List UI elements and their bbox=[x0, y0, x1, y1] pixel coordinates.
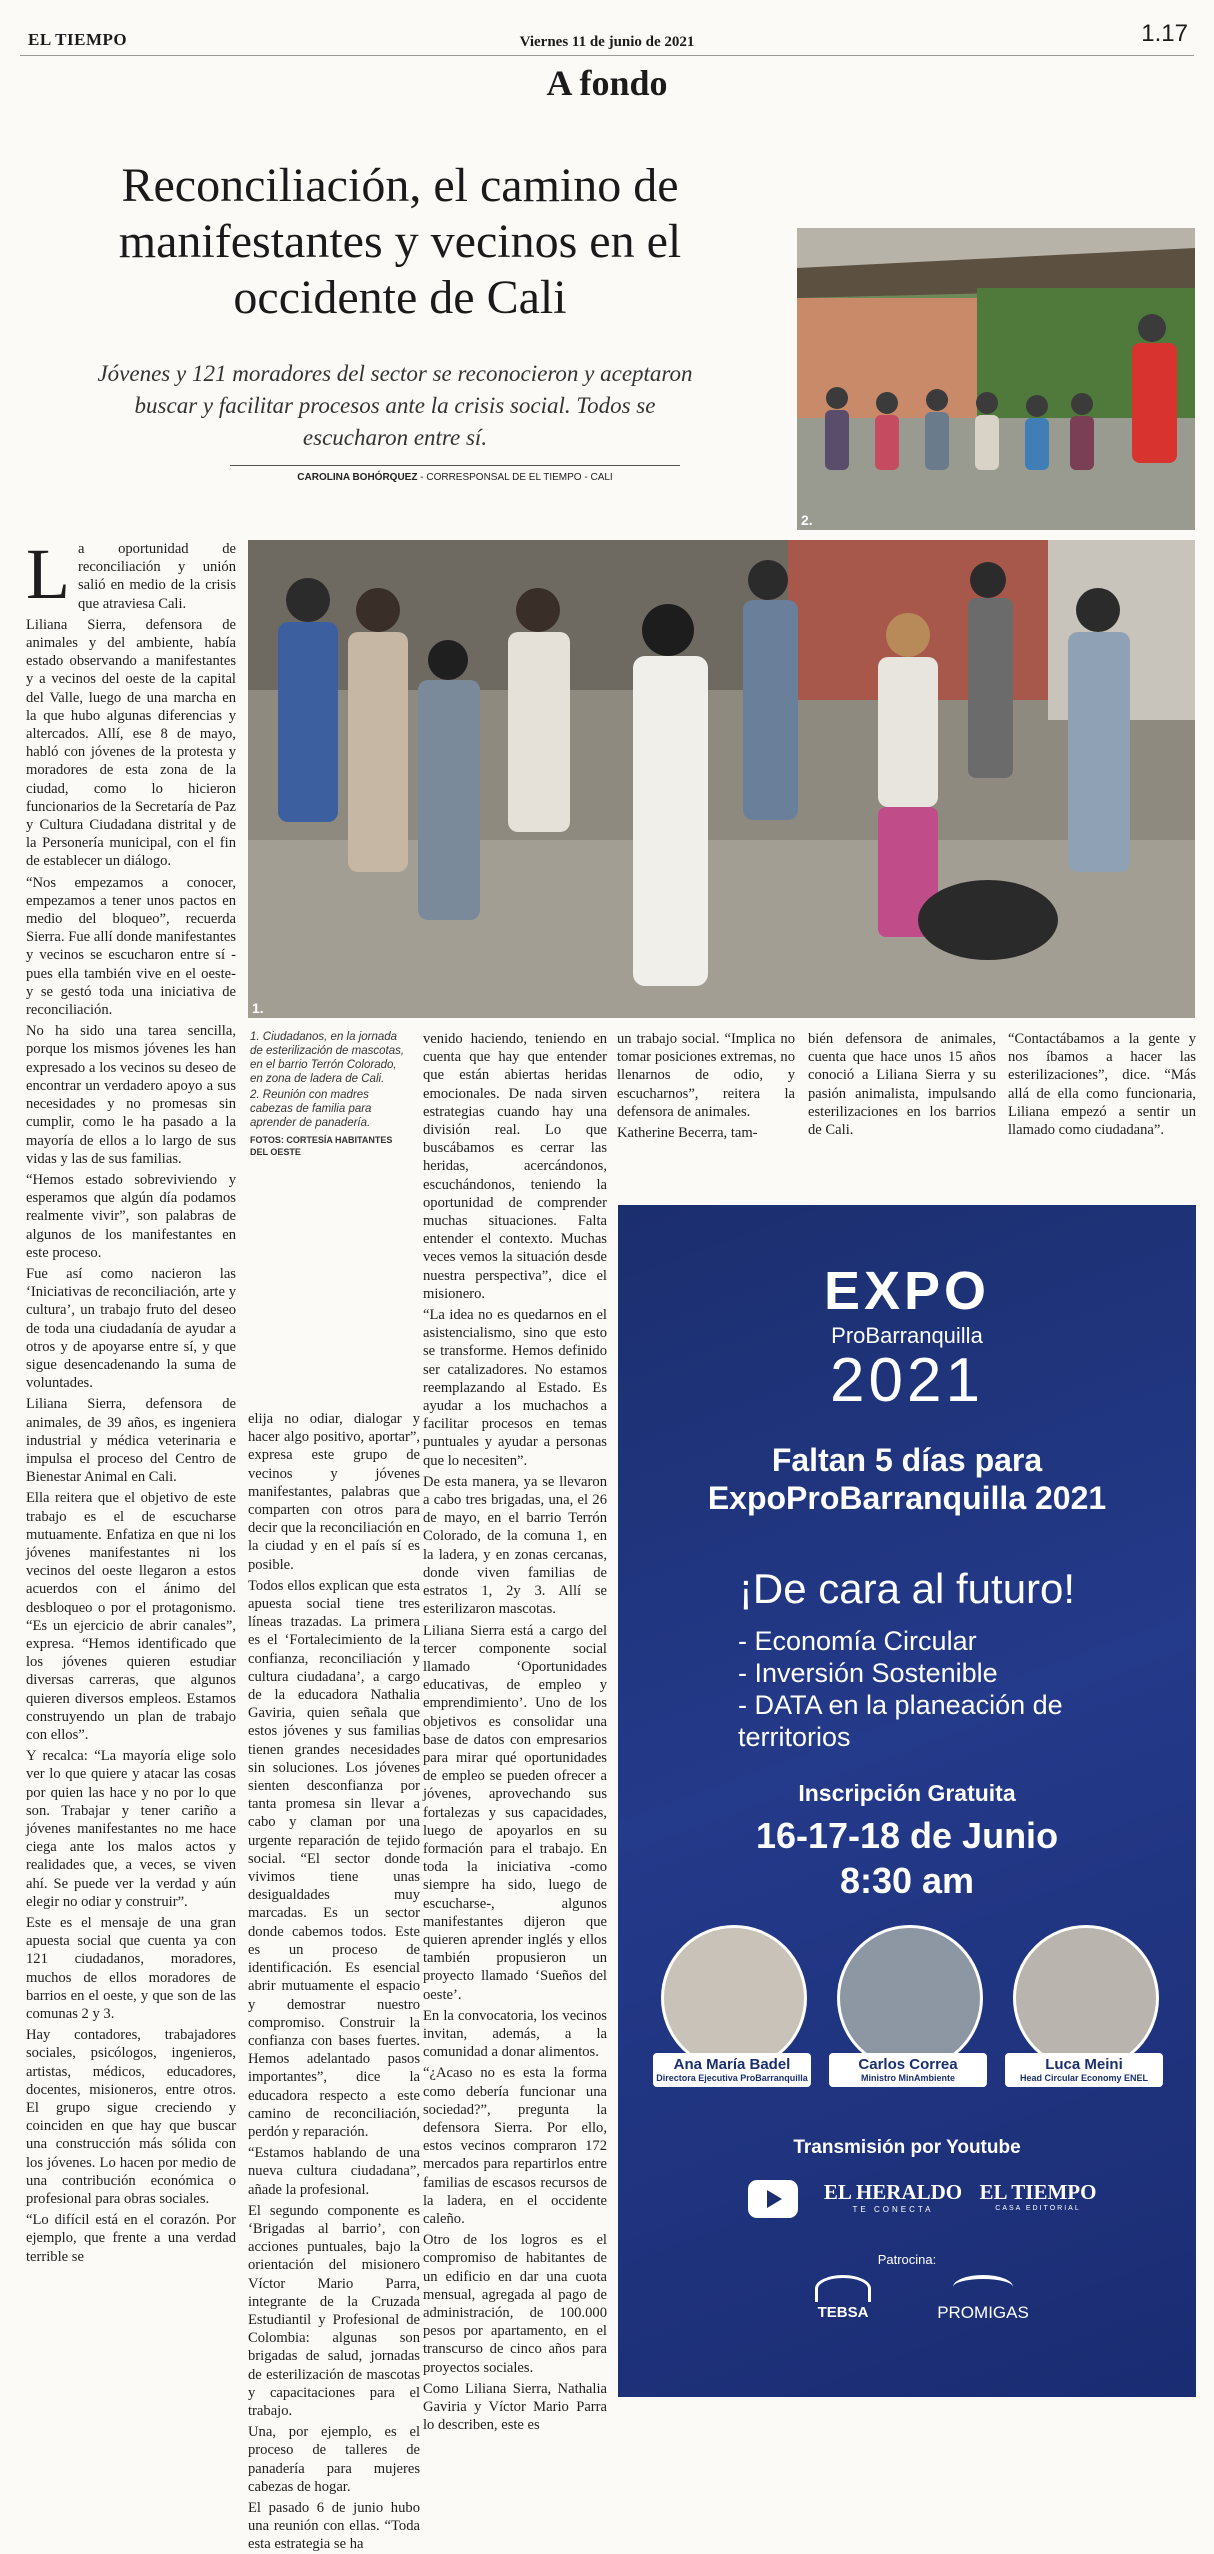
el-heraldo-slogan: TE CONECTA bbox=[852, 2205, 934, 2214]
photo1-number: 1. bbox=[252, 1000, 264, 1016]
tebsa-logo bbox=[788, 2275, 898, 2321]
article-column-1 bbox=[26, 534, 236, 2400]
speaker-card bbox=[653, 2053, 811, 2087]
el-heraldo-logo bbox=[823, 2180, 963, 2214]
caption-2: 2. Reunión con madres cabezas de familia para aprender de panadería. bbox=[250, 1089, 372, 1129]
paragraph: “Estamos hablando de una nueva cultura ciudadana”, añade la profesional. bbox=[248, 2145, 420, 2198]
paragraph: “¿Acaso no es esta la forma como debería funcionar una sociedad?”, pregunta la defensora Sierra. Por ello, estos vecinos compraron 172 mercados para repartirlos entre familias de escasos recursos de la ladera, en el occidente caleño. bbox=[423, 2065, 607, 2227]
speaker-name: Ana María Badel bbox=[673, 2056, 791, 2073]
byline-rule bbox=[230, 465, 680, 466]
speaker-name: Carlos Correa bbox=[858, 2056, 958, 2073]
paragraph: “Hemos estado sobreviviendo y esperamos que algún día podamos realmente vivir”, son palabras de algunos de los manifestantes en este proceso. bbox=[26, 1171, 236, 1261]
page-number: 1.17 bbox=[1141, 20, 1188, 47]
byline-role: - CORRESPONSAL DE EL TIEMPO - CALI bbox=[417, 472, 613, 483]
photo-sterilization-event bbox=[248, 540, 1195, 1018]
paragraph: “Nos empezamos a conocer, empezamos a tener unos pactos en medio del bloqueo”, recuerda Sierra. Fue allí donde manifestantes y vecinos se escucharon entre sí -pues ella también vive en el oeste- y se gestó toda una iniciativa de reconciliación. bbox=[26, 874, 236, 1019]
paragraph: Ella reitera que el objetivo de este trabajo es el de escucharse mutuamente. Enfatiza en que ni los jóvenes manifestantes ni los vecinos del oeste llegaron a estos acuerdos con el ánimo del desbloqueo o por el protagonismo. “Es un ejercicio de abrir canales”, expresa. “Hemos identificado que los jóvenes quieren estudiar diversas carreras, que algunos quieren diversos empleos. Estamos construyendo un plan de trabajo con ellos”. bbox=[26, 1490, 236, 1743]
article-column-3 bbox=[423, 1030, 607, 2434]
paragraph: Y recalca: “La mayoría elige solo ver lo que quiere y atacar las cosas por quien las hace y no por lo que son. Trabajar y tener cariño a jóvenes manifestantes no me hace ciega ante los malos actos y realidades que, a veces, se viven ahí. Se puede ver la verdad y aún elegir no odiar y construir”. bbox=[26, 1748, 236, 1910]
speaker-photo bbox=[1013, 1925, 1159, 2071]
speaker-name: Luca Meini bbox=[1045, 2056, 1123, 2073]
paragraph: De esta manera, ya se llevaron a cabo tres brigadas, una, el 26 de mayo, en el barrio Terrón Colorado, de la comuna 1, en la ladera, y en zonas cercanas, donde viven familias de estratos 1, 2y 3. Allí se esterilizaron mascotas. bbox=[423, 1473, 607, 1618]
newspaper-brand: EL TIEMPO bbox=[28, 30, 128, 49]
paragraph: Como Liliana Sierra, Nathalia Gaviria y Víctor Mario Parra lo describen, este es bbox=[423, 2380, 607, 2434]
el-tiempo-slogan: CASA EDITORIAL bbox=[995, 2205, 1081, 2212]
speaker-photo bbox=[837, 1925, 983, 2071]
caption-1: 1. Ciudadanos, en la jornada de esterilización de mascotas, en el barrio Terrón Colorado, en zona de ladera de Cali. bbox=[250, 1031, 405, 1085]
paragraph: Liliana Sierra, defensora de animales, de 39 años, es ingeniera industrial y médica veterinaria e impulsa el proceso del Centro de Bienestar Animal en Cali. bbox=[26, 1396, 236, 1486]
paragraph: Liliana Sierra está a cargo del tercer componente social llamado ‘Oportunidades educativas, de empleo y emprendimiento’. Uno de los objetivos es consolidar una base de datos con empresarios para mirar qué oportunidades de empleo se pueden ofrecer a jóvenes, aprovechando sus fortalezas y sus capacidades, luego de apoyarlos en su formación para el trabajo. En toda la iniciativa -como siempre ha sido, luego de escucharse-, algunos manifestantes dijeron que quieren aprender inglés y ellos también propusieron un proyecto llamado ‘Sueños del oeste’. bbox=[423, 1622, 607, 2003]
ad-dates: 16-17-18 de Junio bbox=[755, 1815, 1059, 1856]
photo-bakery-meeting-image bbox=[797, 228, 1195, 530]
tebsa-mark-icon bbox=[815, 2275, 871, 2302]
article-column-4 bbox=[617, 1030, 795, 1190]
expo-logo-year: 2021 bbox=[830, 1346, 984, 1415]
issue-date: Viernes 11 de junio de 2021 bbox=[519, 34, 695, 50]
headline: Reconciliación, el camino de manifestantes y vecinos en el occidente de Cali bbox=[118, 159, 682, 324]
paragraph: un trabajo social. “Implica no tomar posiciones extremas, no llenarnos de odio, y escucharnos”, reitera la defensora de animales. bbox=[617, 1031, 795, 1120]
ad-topic: - Economía Circular bbox=[738, 1626, 977, 1656]
paragraph: Todos ellos explican que esta apuesta social tiene tres líneas trazadas. La primera es el ‘Fortalecimiento de la confianza, reconciliación y cultura ciudadana’, a cargo de la educadora Nathalia Gaviria, quien señala que estos jóvenes y sus familias tienen grandes necesidades sin soluciones. Los jóvenes sienten desconfianza por tanta promesa sin llevar a cabo y claman por una urgente reparación de tejido social. “El sector donde vivimos tiene unas desigualdades muy marcadas. Es un sector donde cabemos todos. Este es un proceso de identificación. Es esencial abrir mutuamente el espacio y demostrar nuestro compromiso. Construir la confianza con bases fuertes. Hemos adelantado pasos importantes”, dice la educadora respecto a este camino de reconciliación, perdón y reparación. bbox=[248, 1577, 420, 2140]
ad-topics bbox=[738, 1625, 1136, 1753]
paragraph: Liliana Sierra, defensora de animales y del ambiente, había estado observando a manifestantes y a vecinos del oeste de la capital del Valle, luego de una marcha en la que hubo algunas diferencias y altercados. Allí, ese 8 de mayo, habló con jóvenes de la protesta y moradores de esta zona de la ciudad, como lo hicieron funcionarios de la Secretaría de Paz y Cultura Ciudadana distrital y de la Personería municipal, con el fin de establecer un diálogo. bbox=[26, 616, 236, 870]
paragraph: “La idea no es quedarnos en el asistencialismo, sino que esto se transforme. Hemos definido ser catalizadores. No estamos reemplazando al Estado. Es ayudar a los muchachos a facilitar procesos en temas puntuales y ayudar a personas que lo necesiten”. bbox=[423, 1307, 607, 1469]
speaker-card bbox=[829, 2053, 987, 2087]
expo-advertisement[interactable] bbox=[618, 1205, 1196, 2397]
ad-topic: - Inversión Sostenible bbox=[738, 1658, 998, 1688]
article-column-2 bbox=[248, 1410, 420, 2553]
youtube-icon[interactable] bbox=[748, 2180, 798, 2218]
ad-time: 8:30 am bbox=[839, 1860, 975, 1901]
speaker-role: Directora Ejecutiva ProBarranquilla bbox=[656, 2073, 808, 2083]
paragraph: Katherine Becerra, tam- bbox=[617, 1125, 758, 1142]
el-tiempo-logo bbox=[973, 2180, 1103, 2212]
header-rule bbox=[20, 55, 1194, 56]
promigas-mark-icon bbox=[953, 2275, 1013, 2299]
dropcap: L bbox=[26, 534, 70, 614]
article-column-5 bbox=[808, 1030, 996, 1190]
expo-logo: EXPO bbox=[823, 1261, 991, 1321]
article-column-6 bbox=[1008, 1030, 1196, 1190]
deck: Jóvenes y 121 moradores del sector se reconocieron y aceptaron buscar y facilitar procesos ante la crisis social. Todos se escucharon entre sí. bbox=[97, 361, 693, 450]
promigas-wordmark: PROMIGAS bbox=[937, 2303, 1029, 2322]
ad-countdown: Faltan 5 días para ExpoProBarranquilla 2021 bbox=[707, 1442, 1107, 1516]
photo-bakery-meeting bbox=[797, 228, 1195, 530]
expo-logo-sub: ProBarranquilla bbox=[831, 1323, 983, 1348]
paragraph: “Contactábamos a la gente y nos íbamos a hacer las esterilizaciones”, dice. “Más allá de ella como funcionaria, Liliana empezó a sentir un llamado como ciudadana”. bbox=[1008, 1031, 1196, 1139]
paragraph: Hay contadores, trabajadores sociales, psicólogos, ingenieros, artistas, médicos, educadores, docentes, misioneros, entre otros. El grupo sigue creciendo y coinciden en que hay que buscar una construcción más sólida con los jóvenes. Lo hacen por medio de una contribución económica o profesional para obras sociales. bbox=[26, 2027, 236, 2208]
section-title: A fondo bbox=[546, 63, 668, 103]
photo2-number: 2. bbox=[801, 512, 813, 528]
ad-topic: - DATA en la planeación de territorios bbox=[738, 1690, 1063, 1752]
photo-sterilization-event-image bbox=[248, 540, 1195, 1018]
speaker-photo bbox=[661, 1925, 807, 2071]
promigas-logo bbox=[918, 2275, 1048, 2323]
sponsor-label: Patrocina: bbox=[877, 2252, 937, 2267]
paragraph: El pasado 6 de junio hubo una reunión con ellas. “Toda esta estrategia se ha bbox=[248, 2499, 420, 2553]
paragraph: En la convocatoria, los vecinos invitan, además, a la comunidad a donar alimentos. bbox=[423, 2007, 607, 2061]
speaker-card bbox=[1005, 2053, 1163, 2087]
speaker-role: Head Circular Economy ENEL bbox=[1019, 2073, 1149, 2083]
byline bbox=[230, 472, 680, 483]
ad-tagline: ¡De cara al futuro! bbox=[738, 1565, 1076, 1612]
paragraph: Fue así como nacieron las ‘Iniciativas de reconciliación, arte y cultura’, un trabajo fruto del deseo de toda una ciudadanía de ayudar a otros y de apoyarse entre sí, y que sigue desencadenando la suma de voluntades. bbox=[26, 1265, 236, 1392]
tebsa-wordmark: TEBSA bbox=[817, 2304, 869, 2321]
byline-name: CAROLINA BOHÓRQUEZ bbox=[297, 472, 418, 483]
paragraph: El segundo componente es ‘Brigadas al barrio’, con acciones puntuales, bajo la orientación del misionero Víctor Mario Parra, integrante de la Cruzada Estudiantil y Profesional de Colombia: algunas son brigadas de salud, jornadas de esterilización de mascotas y capacitaciones para el trabajo. bbox=[248, 2202, 420, 2419]
paragraph: Este es el mensaje de una gran apuesta social que cuenta ya con 121 ciudadanos, moradores, muchos de ellos moradores de barrios en el oeste, y que son de las comunas 2 y 3. bbox=[26, 1915, 236, 2023]
paragraph: “Lo difícil está en el corazón. Por ejemplo, que frente a una verdad terrible se bbox=[26, 2212, 236, 2265]
paragraph: Otro de los logros es el compromiso de habitantes de un edificio en dar una cuota mensual, agregada al pago de administración, de 100.000 pesos por apartamento, en el transcurso de cinco años para proyectos sociales. bbox=[423, 2232, 607, 2376]
photo-credit: FOTOS: CORTESÍA HABITANTES DEL OESTE bbox=[250, 1135, 393, 1157]
photo-captions bbox=[250, 1030, 410, 1158]
paragraph: elija no odiar, dialogar y hacer algo positivo, aportar”, expresa este grupo de vecinos y jóvenes manifestantes, palabras que comparten con otros para decir que la reconciliación en la ciudad y en el país sí es posible. bbox=[248, 1411, 420, 1573]
paragraph: No ha sido una tarea sencilla, porque los mismos jóvenes les han expresado a los vecinos su deseo de encontrar un verdadero apoyo a sus necesidades y no promesas sin cumplir, como le ha pasado a la mayoría de ellos a lo largo de sus vidas y las de sus familias. bbox=[26, 1023, 236, 1167]
paragraph: a oportunidad de reconciliación y unión salió en medio de la crisis que atraviesa Cali. bbox=[77, 541, 236, 612]
paragraph: Una, por ejemplo, es el proceso de talleres de panadería para mujeres cabezas de hogar. bbox=[248, 2424, 420, 2495]
el-tiempo-wordmark: EL TIEMPO bbox=[979, 2180, 1097, 2204]
ad-broadcast: Transmisión por Youtube bbox=[793, 2137, 1021, 2158]
el-heraldo-wordmark: EL HERALDO bbox=[823, 2180, 963, 2204]
ad-registration: Inscripción Gratuita bbox=[798, 1780, 1016, 1806]
paragraph: bién defensora de animales, cuenta que hace unos 15 años conoció a Liliana Sierra y su pasión animalista, impulsando esterilizaciones en los barrios de Cali. bbox=[808, 1031, 996, 1139]
paragraph: venido haciendo, teniendo en cuenta que hay que entender que están abiertas heridas emocionales. De nada sirven estrategias cuando hay una división real. Lo que buscábamos es cerrar las heridas, acercándonos, escuchándonos, teniendo la oportunidad de comprender muchas situaciones. Falta entender el contexto. Muchas veces vemos la situación desde nuestra perspectiva”, dice el misionero. bbox=[423, 1031, 607, 1302]
speaker-role: Ministro MinAmbiente bbox=[861, 2073, 955, 2083]
